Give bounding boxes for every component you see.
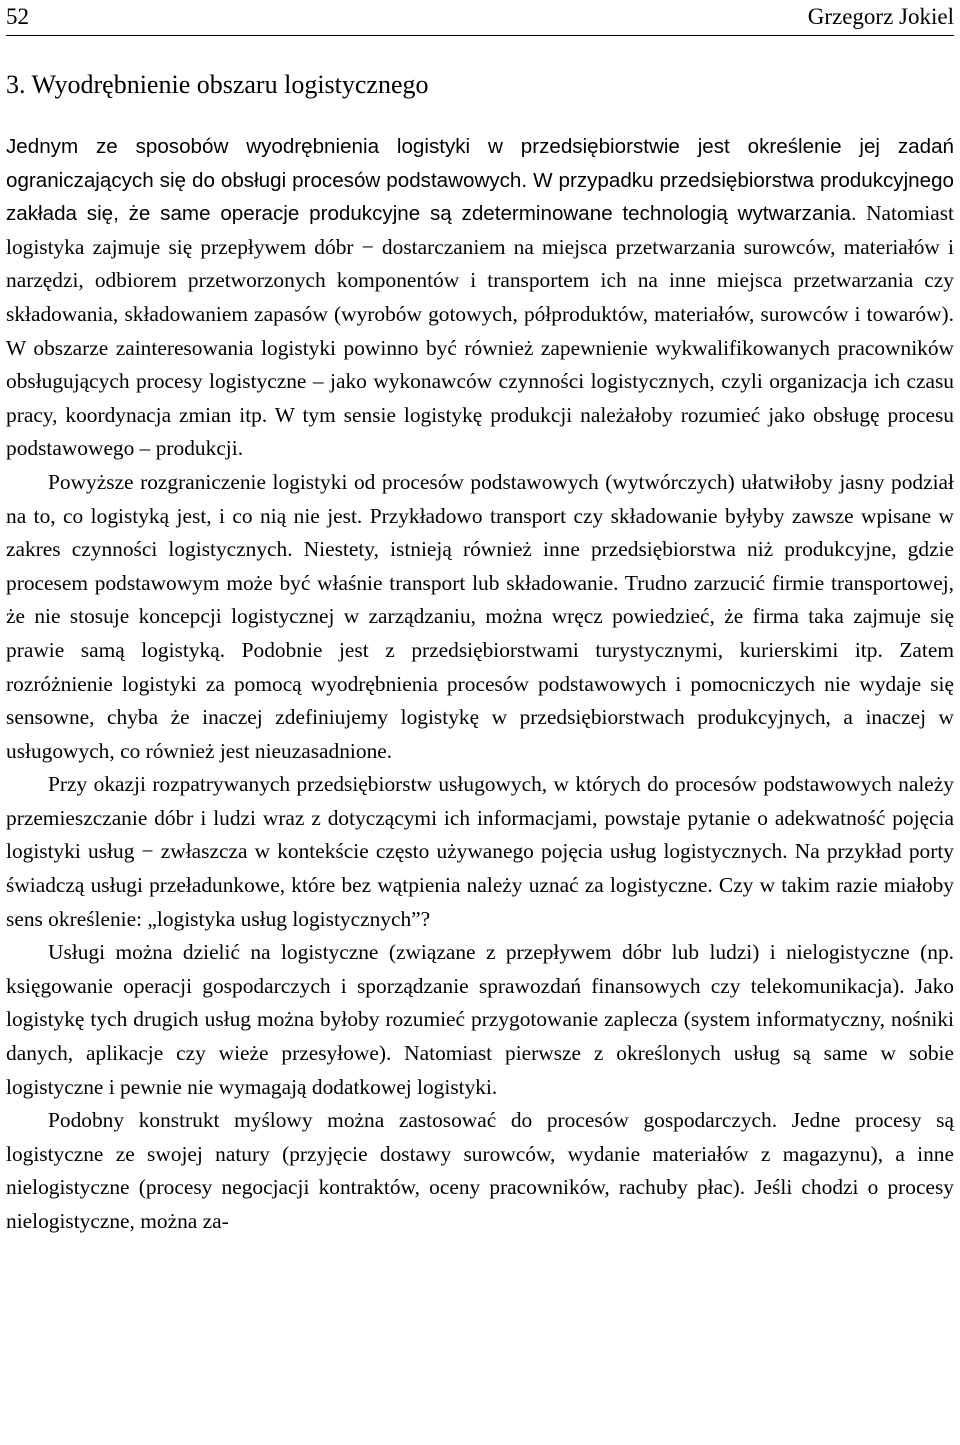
section-title: 3. Wyodrębnienie obszaru logistycznego	[6, 70, 429, 99]
paragraph-1-serif-part: Natomiast logistyka zajmuje się przepływem dóbr − dostarczaniem na miejsca przetwarzania surowców, materiałów i narzędzi, odbiorem przetworzonych komponentów i transportem ich na inne miejsca przetwarzania czy składowania, składowaniem zapasów (wyrobów gotowych, półproduktów, materiałów, surowców i towarów). W obszarze zainteresowania logistyki powinno być również zapewnienie wykwalifikowanych pracowników obsługujących procesy logistyczne – jako wykonawców czynności logistycznych, czyli organizacja ich czasu pracy, koordynacja zmian itp. W tym sensie logistykę produkcji należałoby rozumieć jako obsługę procesu podstawowego – produkcji.	[6, 201, 954, 461]
paragraph-1	[6, 130, 954, 466]
paragraph-2: Powyższe rozgraniczenie logistyki od procesów podstawowych (wytwórczych) ułatwiłoby jasny podział na to, co logistyką jest, i co nią nie jest. Przykładowo transport czy składowanie byłyby zawsze wpisane w zakres czynności logistycznych. Niestety, istnieją również inne przedsiębiorstwa niż produkcyjne, gdzie procesem podstawowym może być właśnie transport lub składowanie. Trudno zarzucić firmie transportowej, że nie stosuje koncepcji logistycznej w zarządzaniu, można wręcz powiedzieć, że firma taka zajmuje się prawie samą logistyką. Podobnie jest z przedsiębiorstwami turystycznymi, kurierskimi itp. Zatem rozróżnienie logistyki za pomocą wyodrębnienia procesów podstawowych i pomocniczych nie wydaje się sensowne, chyba że inaczej zdefiniujemy logistykę w przedsiębiorstwach produkcyjnych, a inaczej w usługowych, co również jest nieuzasadnione.	[6, 469, 954, 763]
document-page	[6, 0, 954, 1239]
paragraph-3: Przy okazji rozpatrywanych przedsiębiorstw usługowych, w których do procesów podstawowych należy przemieszczanie dóbr i ludzi wraz z dotyczącymi ich informacjami, powstaje pytanie o adekwatność pojęcia logistyki usług − zwłaszcza w kontekście często używanego pojęcia usług logistycznych. Na przykład porty świadczą usługi przeładunkowe, które bez wątpienia należy uznać za logistyczne. Czy w takim razie miałoby sens określenie: „logistyka usług logistycznych”?	[6, 772, 954, 931]
header-rule	[6, 35, 954, 36]
body-text	[6, 130, 954, 1239]
running-header	[6, 0, 954, 36]
paragraph-4: Usługi można dzielić na logistyczne (związane z przepływem dóbr lub ludzi) i nielogistyczne (np. księgowanie operacji gospodarczych i sporządzanie sprawozdań finansowych czy telekomunikacja). Jako logistykę tych drugich usług można byłoby rozumieć przygotowanie zaplecza (system informatyczny, nośniki danych, aplikacje czy wieże przesyłowe). Natomiast pierwsze z określonych usług są same w sobie logistyczne i pewnie nie wymagają dodatkowej logistyki.	[6, 940, 954, 1099]
running-author: Grzegorz Jokiel	[807, 4, 954, 29]
page-number: 52	[6, 4, 29, 29]
paragraph-5: Podobny konstrukt myślowy można zastosować do procesów gospodarczych. Jedne procesy są logistyczne ze swojej natury (przyjęcie dostawy surowców, wydanie materiałów z magazynu), a inne nielogistyczne (procesy negocjacji kontraktów, oceny pracowników, rachuby płac). Jeśli chodzi o procesy nielogistyczne, można za-	[6, 1108, 954, 1233]
paragraph-1-sans-part: Jednym ze sposobów wyodrębnienia logistyki w przedsiębiorstwie jest określenie jej zadań ograniczających się do obsługi procesów podstawowych. W przypadku przedsiębiorstwa produkcyjnego zakłada się, że same operacje produkcyjne są zdeterminowane technologią wytwarzania.	[6, 135, 954, 226]
